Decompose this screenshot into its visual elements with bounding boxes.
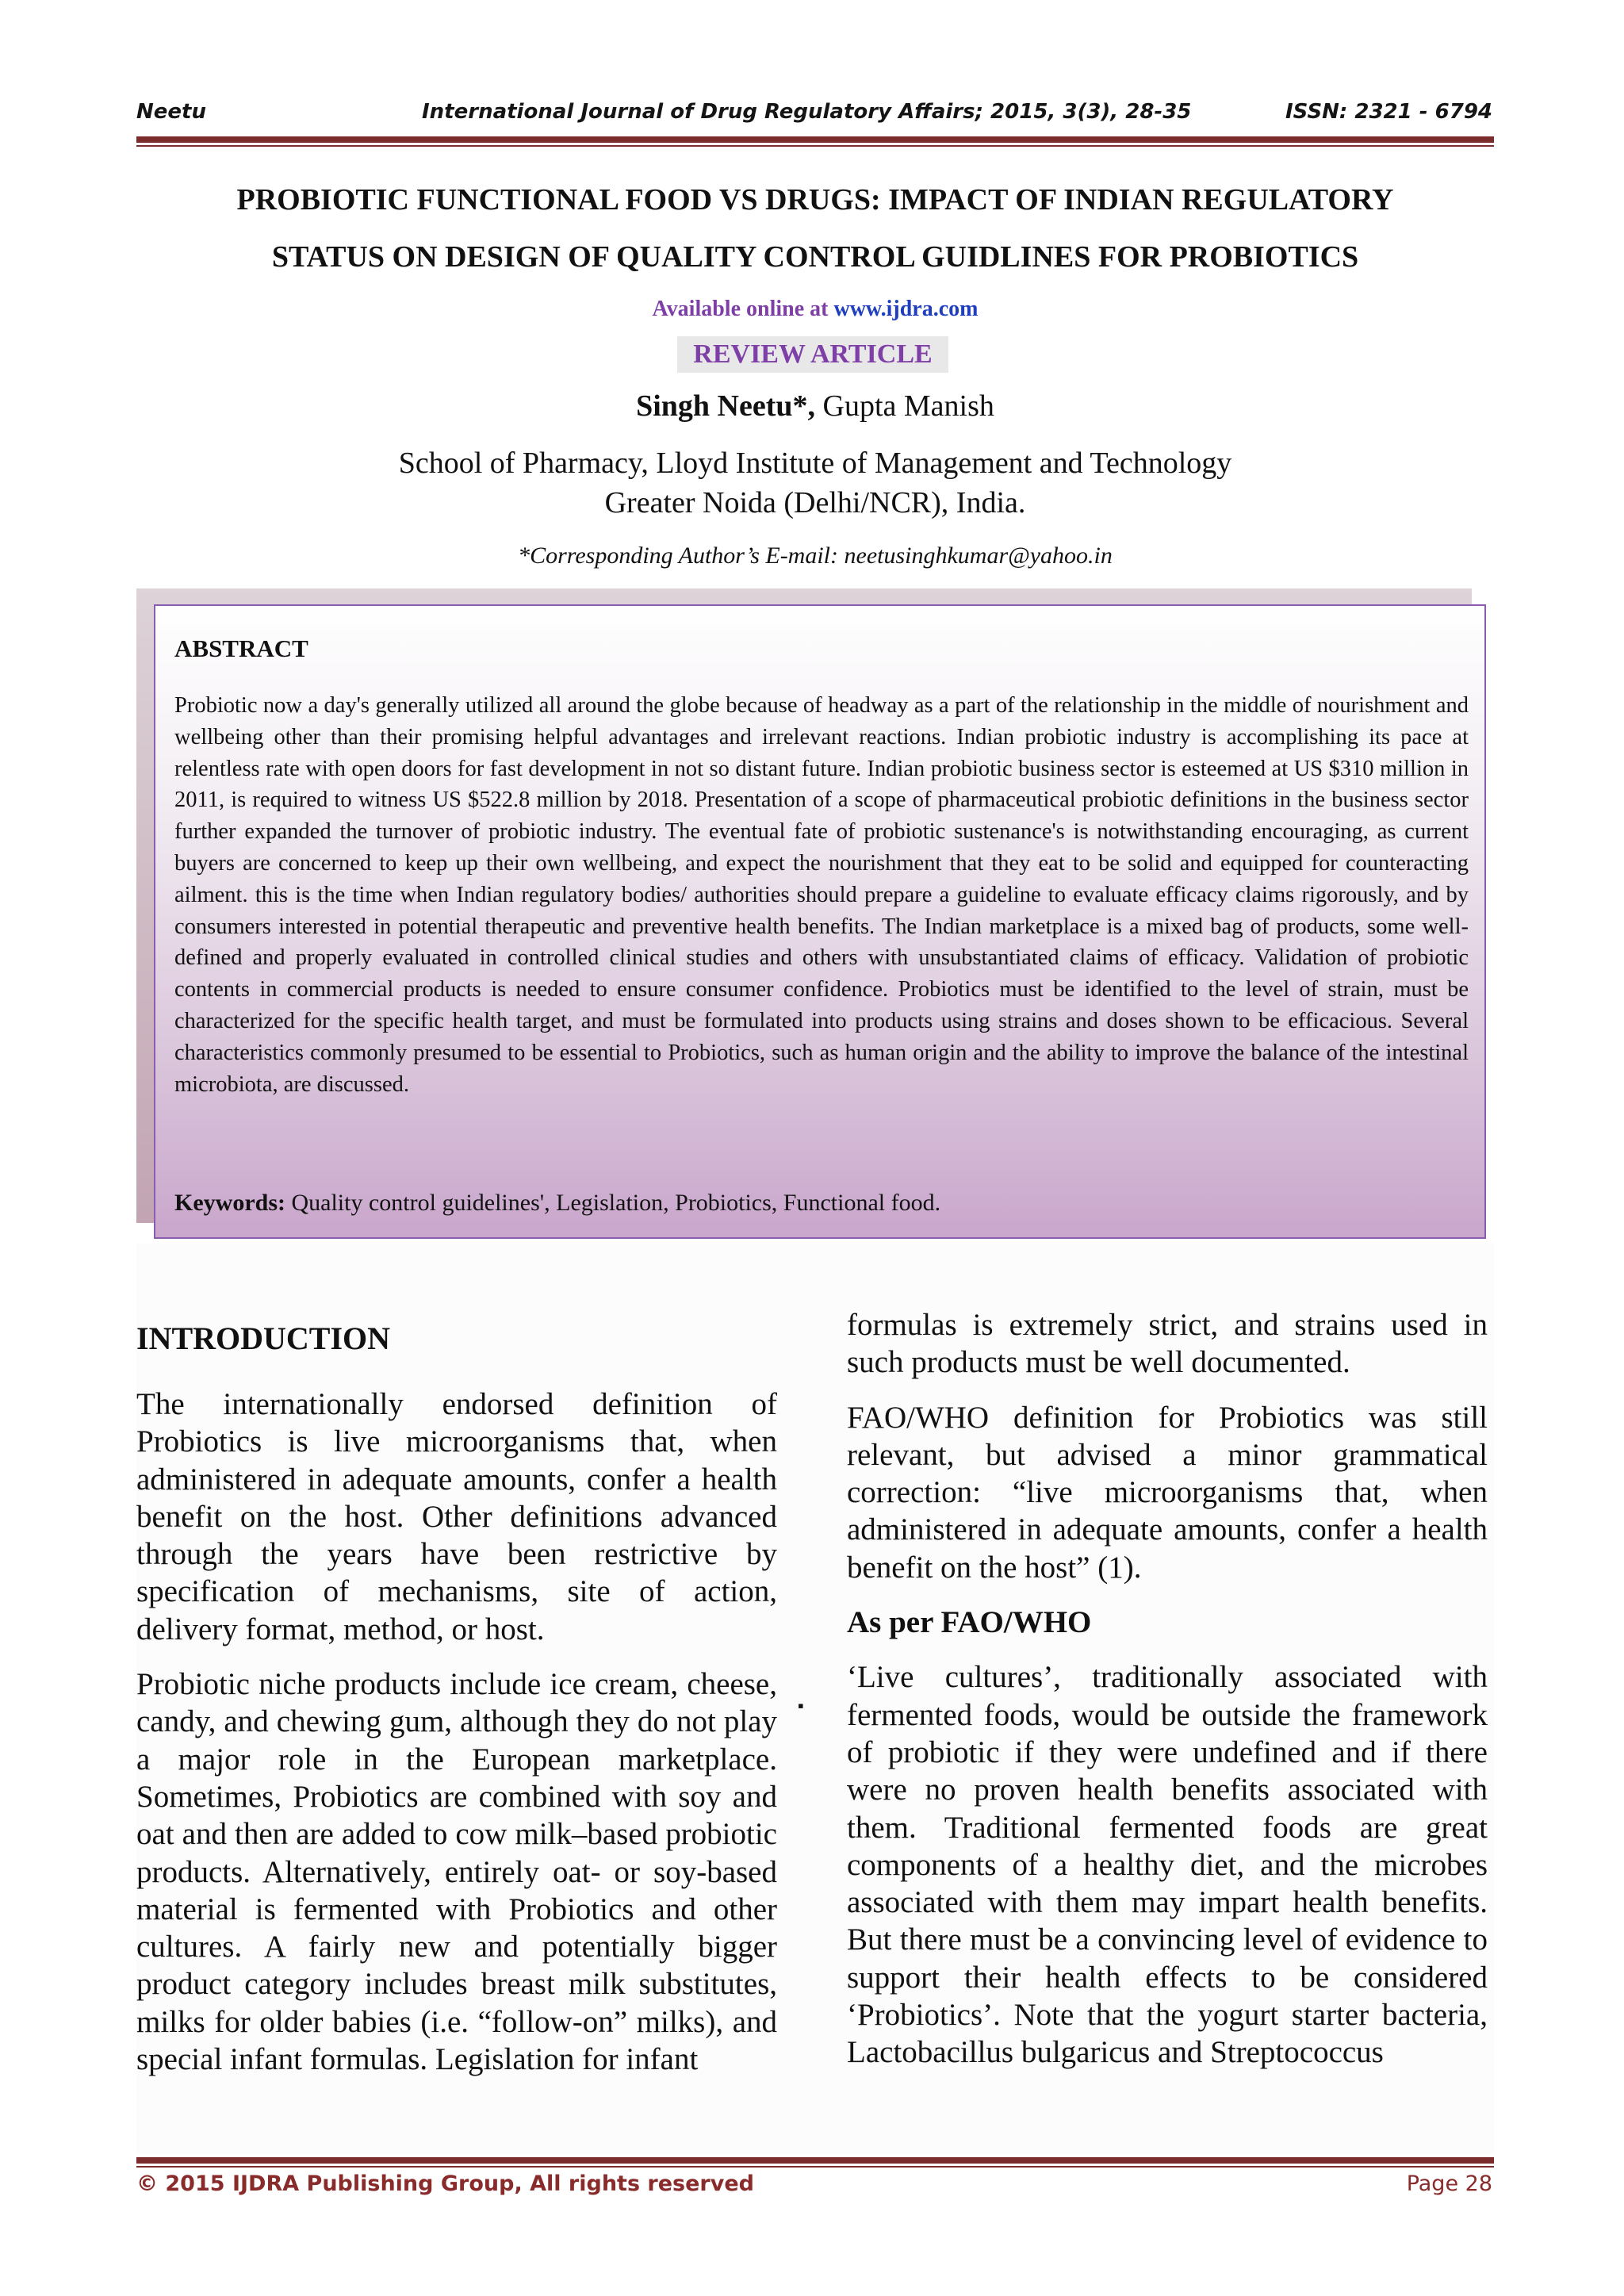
fao-who-heading: As per FAO/WHO bbox=[847, 1605, 1092, 1640]
introduction-heading: INTRODUCTION bbox=[136, 1320, 391, 1356]
availability-note bbox=[136, 297, 1494, 322]
keywords bbox=[174, 1190, 940, 1217]
bullet-icon: ▪ bbox=[798, 1696, 804, 1715]
intro-paragraph-2: Probiotic niche products include ice cream, cheese, candy, and chewing gum, although they do not play a major role in the European marketplace. Sometimes, Probiotics are combined with soy and oat and then are added to cow milk–based probiotic products. Alternatively, entirely oat- or soy-based material is fermented with Probiotics and other cultures. A fairly new and potentially bigger product category includes breast milk substitutes, milks for older babies (i.e. “follow-on” milks), and special infant formulas. Legislation for infant bbox=[136, 1667, 777, 2077]
copyright-notice: © 2015 IJDRA Publishing Group, All rights reserved bbox=[136, 2171, 754, 2196]
secondary-author: Gupta Manish bbox=[815, 389, 994, 423]
author-line bbox=[136, 389, 1494, 424]
article-title-line1: PROBIOTIC FUNCTIONAL FOOD VS DRUGS: IMPACT OF INDIAN REGULATORY bbox=[236, 183, 1394, 217]
article-title-line2: STATUS ON DESIGN OF QUALITY CONTROL GUIDLINES FOR PROBIOTICS bbox=[271, 240, 1359, 274]
page-number: Page 28 bbox=[1406, 2171, 1492, 2196]
header-rule bbox=[136, 136, 1494, 143]
footer-rule bbox=[136, 2157, 1494, 2164]
keywords-list: Quality control guidelines', Legislation, Probiotics, Functional food. bbox=[285, 1190, 941, 1216]
right-paragraph-3: ‘Live cultures’, traditionally associated with fermented foods, would be outside the framework of probiotic if they were undefined and if there were no proven health benefits associated with them. Traditional fermented foods are great components of a healthy diet, and the microbes associated with them may impart health benefits. But there must be a convincing level of evidence to support their health effects to be considered ‘Probiotics’. Note that the yogurt starter bacteria, Lactobacillus bulgaricus and Streptococcus bbox=[847, 1660, 1488, 2070]
header-author: Neetu bbox=[136, 100, 206, 124]
abstract-heading: ABSTRACT bbox=[174, 634, 308, 662]
footer-rule-thin bbox=[136, 2166, 1494, 2168]
primary-author: Singh Neetu*, bbox=[636, 389, 816, 423]
corresponding-author: *Corresponding Author’s E-mail: neetusinghkumar@yahoo.in bbox=[518, 542, 1113, 569]
header-rule-thin bbox=[136, 145, 1494, 147]
journal-url-link[interactable]: www.ijdra.com bbox=[833, 297, 979, 321]
abstract-text: Probiotic now a day's generally utilized all around the globe because of headway as a part of the relationship in the middle of nourishment and wellbeing other than their promising helpful advantages and irrelevant reactions. Indian probiotic industry is accomplishing its pace at relentless rate with open doors for fast development in not so distant future. Indian probiotic business sector is esteemed at US $310 million in 2011, is required to witness US $522.8 million by 2018. Presentation of a scope of pharmaceutical probiotic definitions in the business sector further expanded the turnover of probiotic industry. The eventual fate of probiotic sustenance's is notwithstanding encouraging, as current buyers are concerned to keep up their own wellbeing, and expect the nourishment that they eat to be solid and equipped for counteracting ailment. this is the time when Indian regulatory bodies/ authorities should prepare a guideline to evaluate efficacy claims rigorously, and by consumers interested in potential therapeutic and preventive health benefits. The Indian marketplace is a mixed bag of products, some well-defined and properly evaluated in controlled clinical studies and others with unsubstantiated claims of efficacy. Validation of probiotic contents in commercial products is needed to ensure consumer confidence. Probiotics must be identified to the level of strain, must be characterized for the specific health target, and must be formulated into products using strains and doses shown to be efficacious. Several characteristics commonly presumed to be essential to Probiotics, such as human origin and the ability to improve the balance of the intestinal microbiota, are discussed. bbox=[174, 693, 1469, 1097]
header-issn: ISSN: 2321 - 6794 bbox=[1285, 100, 1492, 124]
right-paragraph-2: FAO/WHO definition for Probiotics was still relevant, but advised a minor grammatical correction: “live microorganisms that, when administered in adequate amounts, confer a health benefit on the host” (1). bbox=[847, 1400, 1488, 1585]
keywords-label: Keywords: bbox=[174, 1190, 285, 1216]
right-paragraph-1: formulas is extremely strict, and strains used in such products must be well documented. bbox=[847, 1308, 1488, 1380]
left-column bbox=[136, 1386, 777, 2095]
right-column bbox=[847, 1306, 1488, 2089]
affiliation-line2: Greater Noida (Delhi/NCR), India. bbox=[604, 486, 1026, 519]
header-journal: International Journal of Drug Regulatory Affairs; 2015, 3(3), 28-35 bbox=[422, 100, 1192, 124]
intro-paragraph-1: The internationally endorsed definition of Probiotics is live microorganisms that, when administered in adequate amounts, confer a health benefit on the host. Other definitions advanced through the years have been restrictive by specification of mechanisms, site of action, delivery format, method, or host. bbox=[136, 1387, 777, 1646]
article-type-badge: REVIEW ARTICLE bbox=[677, 336, 948, 373]
running-header bbox=[136, 98, 1492, 130]
availability-prefix: Available online at bbox=[652, 297, 834, 321]
affiliation-line1: School of Pharmacy, Lloyd Institute of Management and Technology bbox=[398, 447, 1232, 480]
